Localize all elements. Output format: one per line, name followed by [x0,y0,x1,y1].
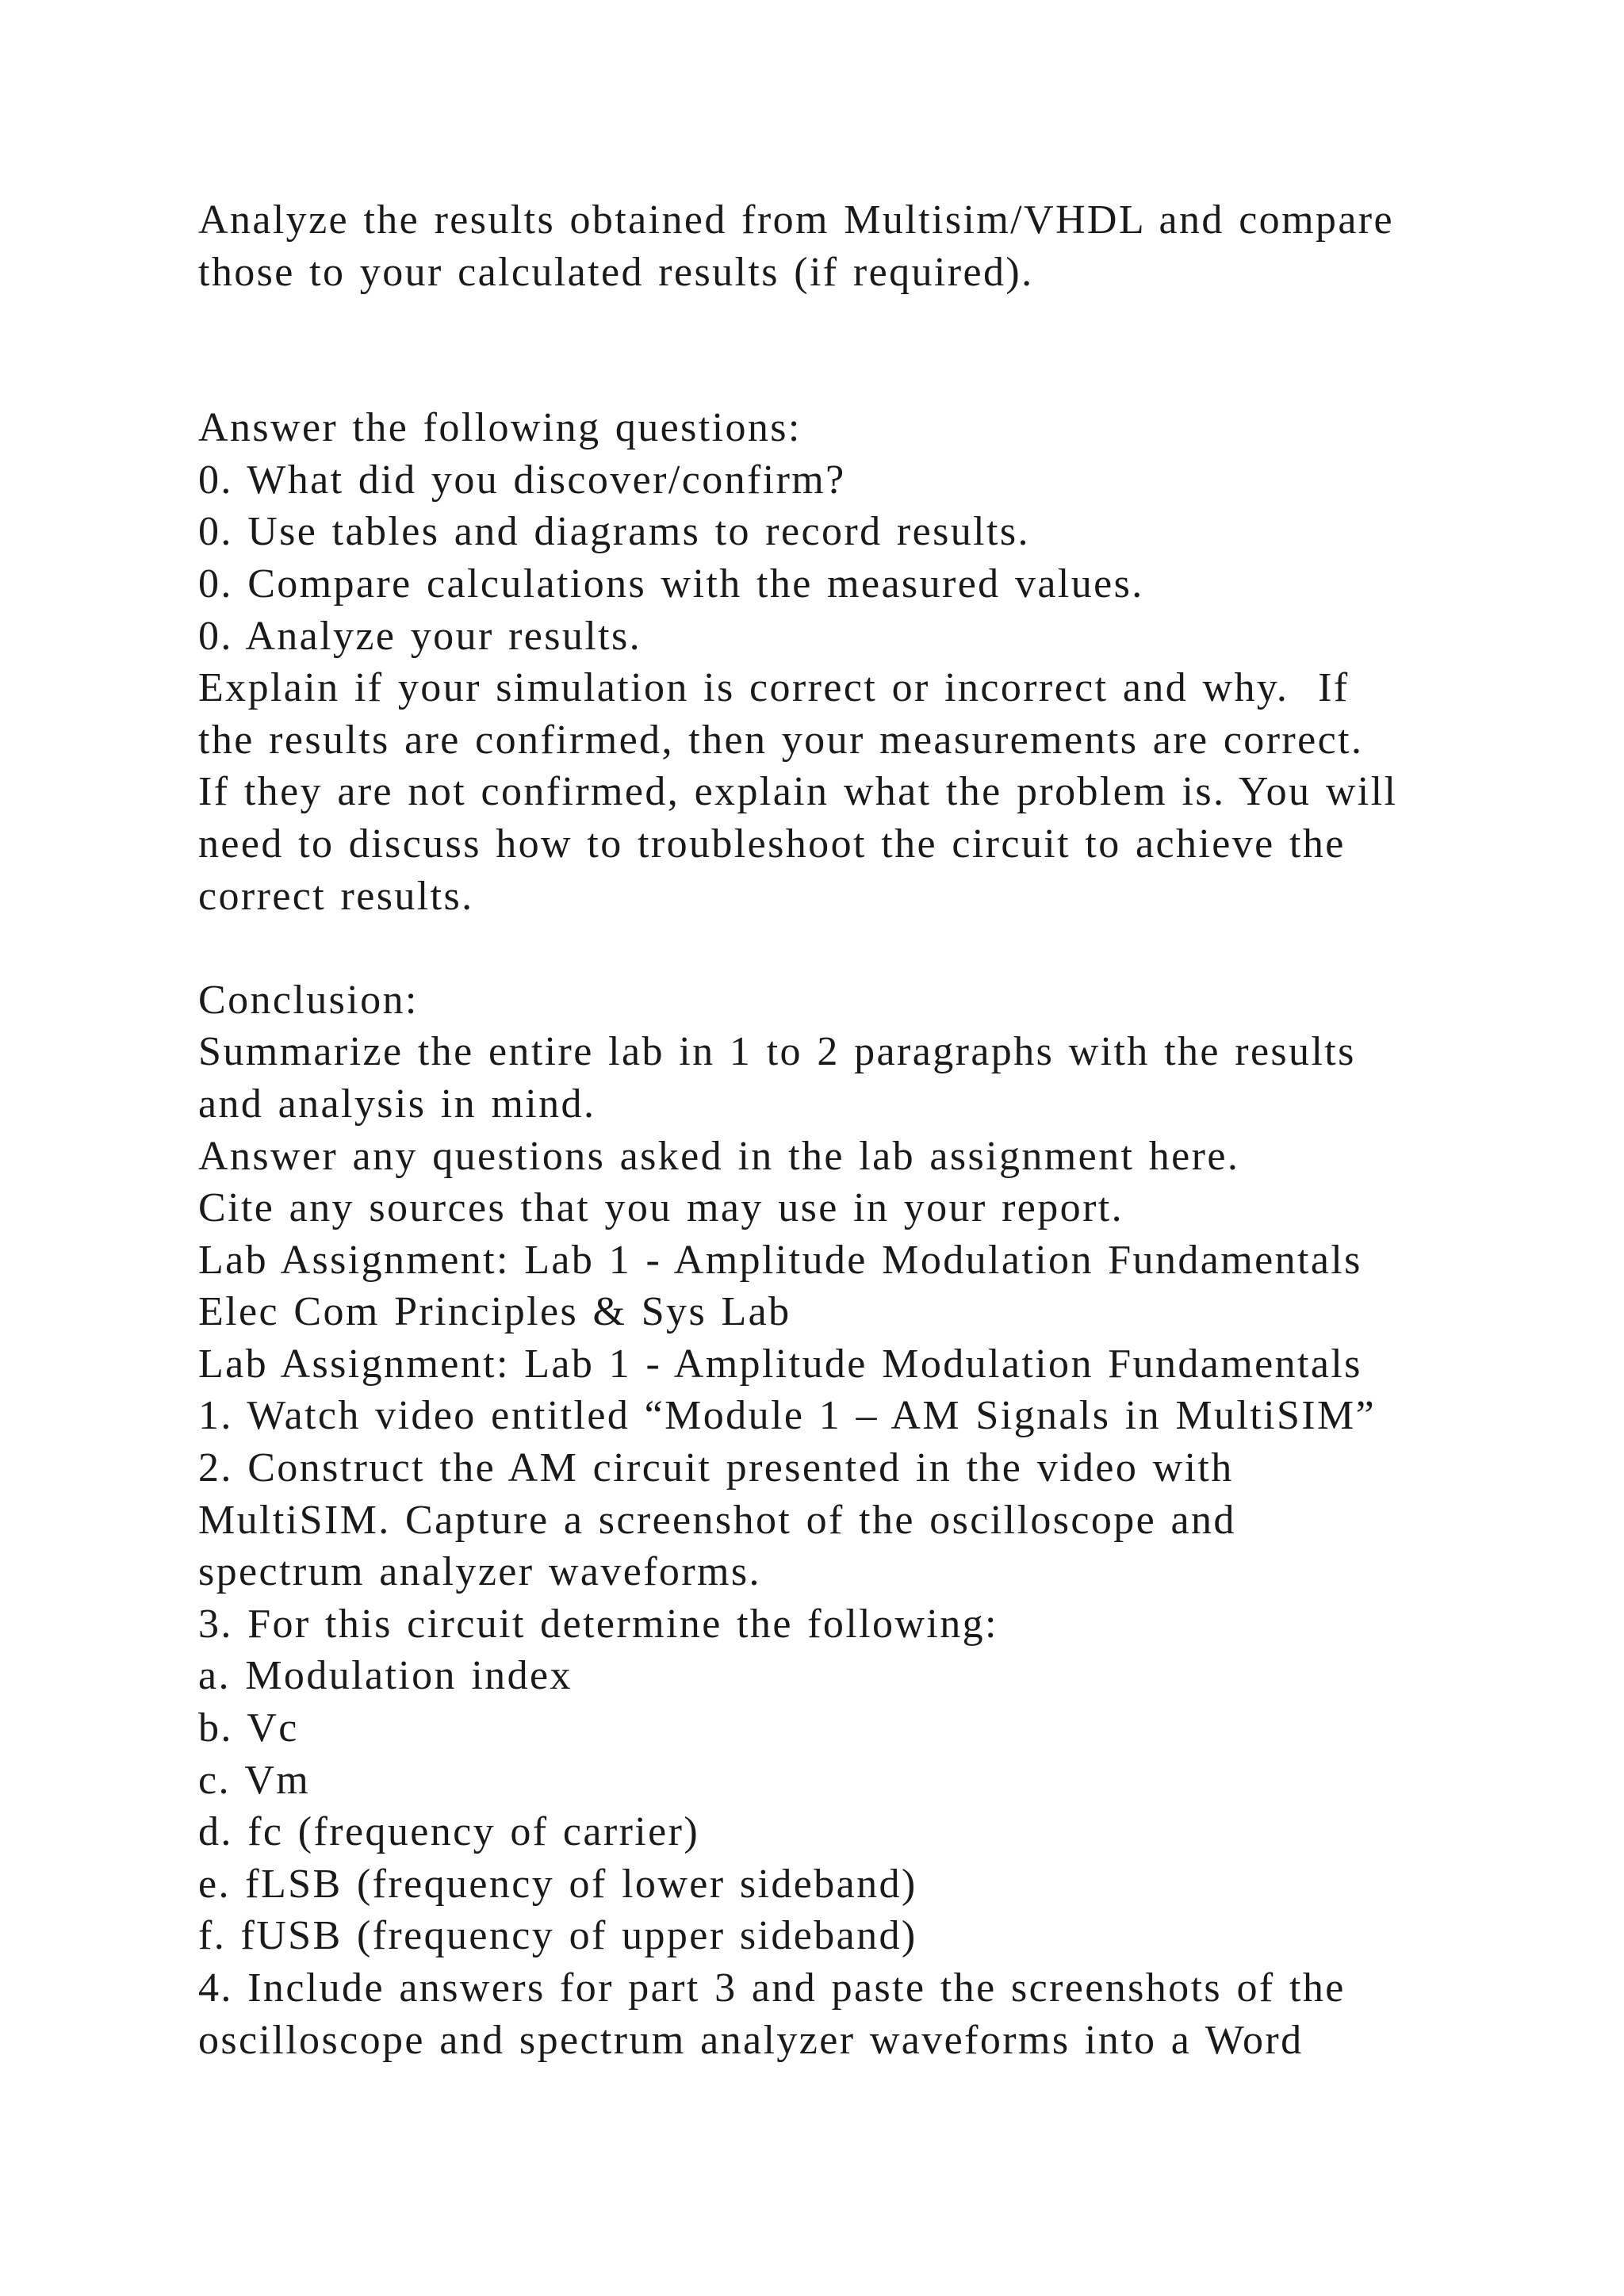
explanation-line: Explain if your simulation is correct or incorrect and why. If [198,665,1350,711]
lab-assignment-title: Lab Assignment: Lab 1 - Amplitude Modulation Fundamentals [198,1341,1362,1387]
questions-heading: Answer the following questions: [198,405,802,451]
step-item: spectrum analyzer waveforms. [198,1549,761,1595]
paragraph-gap [198,922,1499,974]
step-item: oscilloscope and spectrum analyzer waveforms into a Word [198,2017,1304,2063]
sub-item: a. Modulation index [198,1653,573,1699]
explanation-line: the results are confirmed, then your measurements are correct. [198,717,1364,763]
conclusion-line: Answer any questions asked in the lab assignment here. [198,1133,1240,1179]
sub-item: e. fLSB (frequency of lower sideband) [198,1861,917,1907]
course-name: Elec Com Principles & Sys Lab [198,1289,791,1335]
sub-item: c. Vm [198,1757,311,1803]
explanation-line: need to discuss how to troubleshoot the circuit to achieve the [198,821,1346,867]
intro-line: those to your calculated results (if required). [198,249,1034,295]
explanation-line: correct results. [198,873,474,919]
sub-item: b. Vc [198,1705,299,1751]
conclusion-line: and analysis in mind. [198,1081,596,1127]
step-item: 2. Construct the AM circuit presented in the video with [198,1445,1234,1491]
conclusion-line: Summarize the entire lab in 1 to 2 paragraphs with the results [198,1029,1356,1075]
step-item: 4. Include answers for part 3 and paste the screenshots of the [198,1965,1346,2011]
conclusion-heading: Conclusion: [198,977,419,1023]
sub-item: d. fc (frequency of carrier) [198,1809,700,1855]
intro-line: Analyze the results obtained from Multisim/VHDL and compare [198,197,1394,243]
sub-item: f. fUSB (frequency of upper sideband) [198,1913,917,1959]
lab-assignment-title: Lab Assignment: Lab 1 - Amplitude Modulation Fundamentals [198,1237,1362,1283]
conclusion-line: Cite any sources that you may use in your report. [198,1185,1124,1231]
explanation-line: If they are not confirmed, explain what the problem is. You will [198,769,1398,815]
question-item: 0. Use tables and diagrams to record results. [198,509,1030,555]
document-body [198,194,1499,2066]
question-item: 0. Analyze your results. [198,613,642,659]
question-item: 0. What did you discover/confirm? [198,457,846,503]
step-item: MultiSIM. Capture a screenshot of the oscilloscope and [198,1497,1236,1543]
step-item: 3. For this circuit determine the following: [198,1601,998,1647]
paragraph-gap [198,298,1499,402]
step-item: 1. Watch video entitled “Module 1 – AM Signals in MultiSIM” [198,1393,1377,1439]
question-item: 0. Compare calculations with the measured values. [198,561,1144,607]
